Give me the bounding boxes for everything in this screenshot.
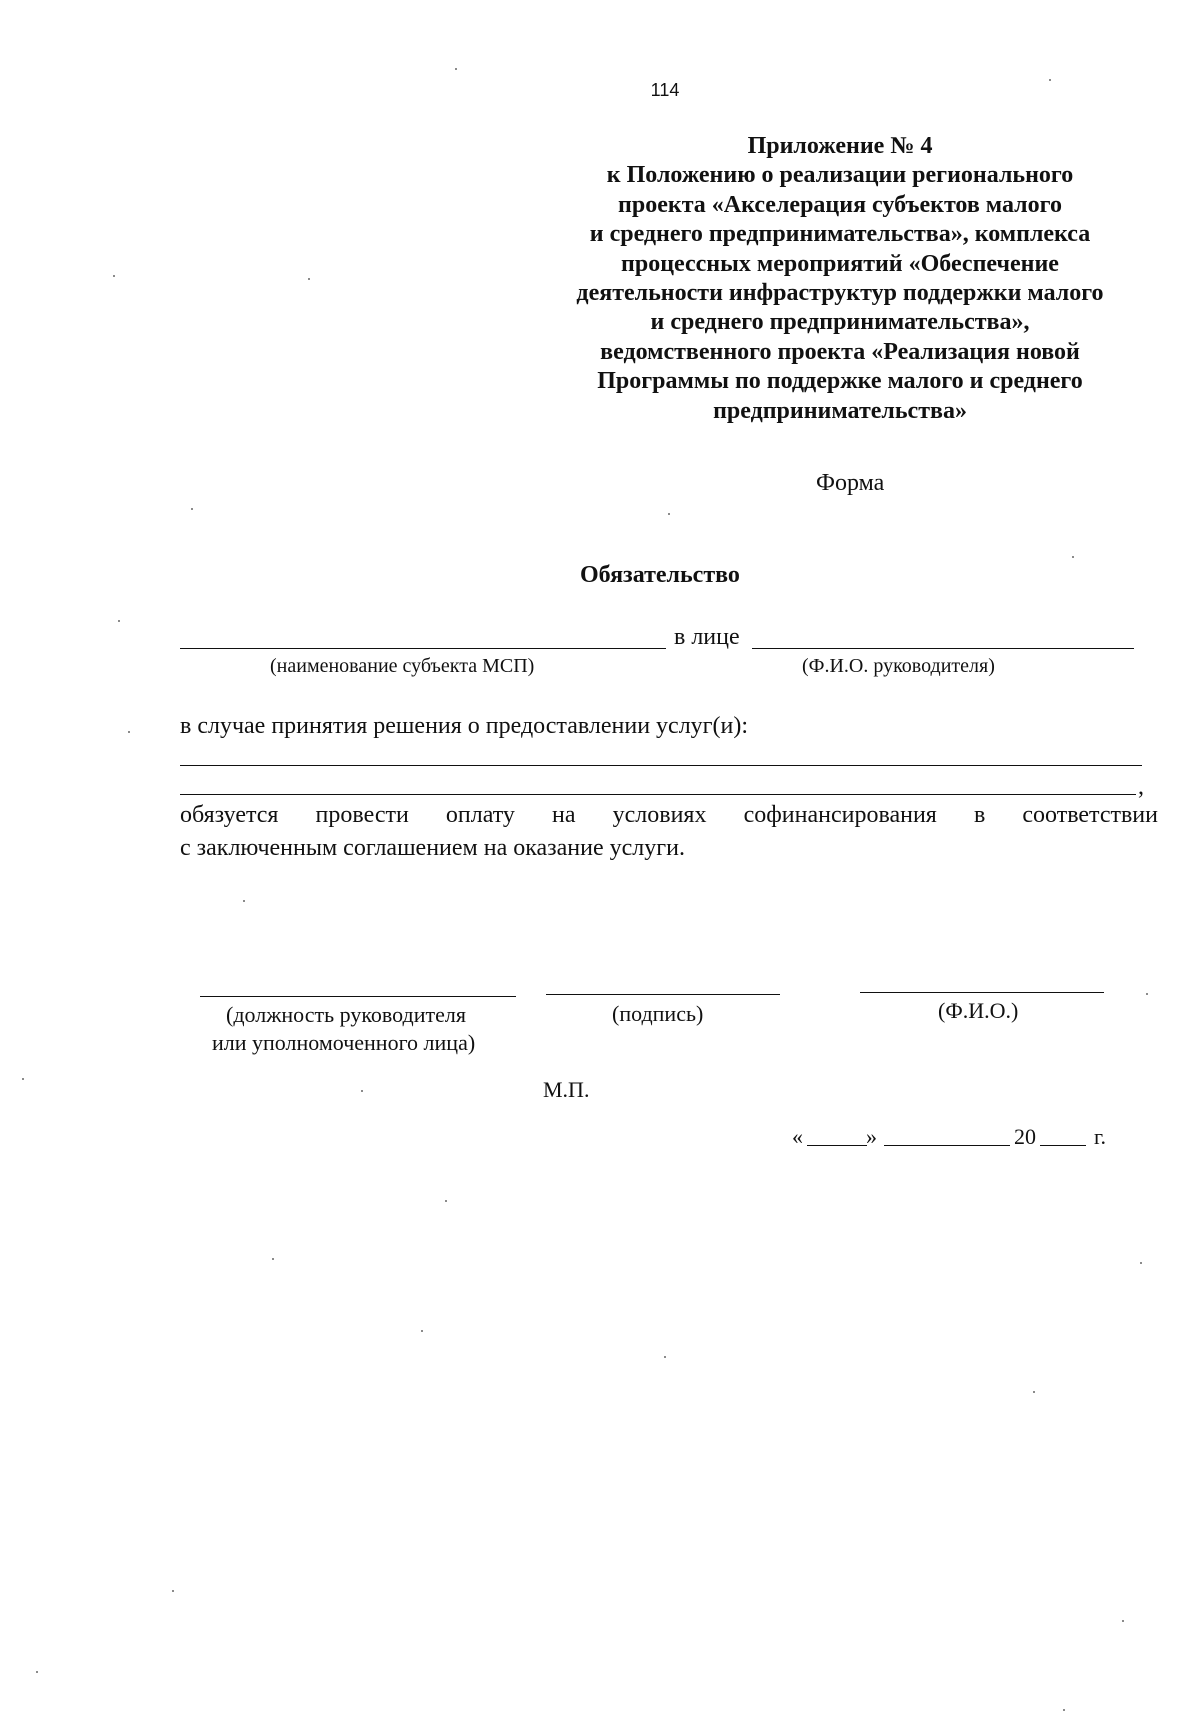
- position-caption: (должность руководителя: [226, 1002, 466, 1027]
- position-caption-2: или уполномоченного лица): [212, 1030, 476, 1055]
- services-blank-2[interactable]: [180, 794, 1136, 795]
- date-year-blank[interactable]: [1040, 1145, 1086, 1146]
- form-label: Форма: [816, 470, 885, 496]
- scan-speck: [1140, 1262, 1142, 1264]
- appendix-line: деятельности инфраструктур поддержки малого: [576, 280, 1104, 307]
- signature-blank[interactable]: [546, 994, 780, 995]
- seal-label: М.П.: [543, 1077, 590, 1102]
- scan-speck: [128, 731, 130, 733]
- scan-speck: [361, 1090, 363, 1092]
- scan-speck: [172, 1590, 174, 1592]
- appendix-line: Программы по поддержке малого и среднего: [597, 368, 1083, 395]
- scan-speck: [308, 278, 310, 280]
- position-blank[interactable]: [200, 996, 516, 997]
- head-caption: (Ф.И.О. руководителя): [802, 655, 995, 677]
- date-century: 20: [1014, 1124, 1036, 1149]
- scan-speck: [455, 68, 457, 70]
- full-name-caption: (Ф.И.О.): [938, 998, 1019, 1023]
- entity-name-blank[interactable]: [180, 648, 666, 649]
- scan-speck: [668, 513, 670, 515]
- scan-speck: [113, 275, 115, 277]
- date-open-quote: «: [792, 1124, 803, 1149]
- scan-speck: [118, 620, 120, 622]
- scan-speck: [1072, 556, 1074, 558]
- services-comma: ,: [1138, 774, 1144, 800]
- appendix-line: ведомственного проекта «Реализация новой: [600, 338, 1080, 365]
- in-person-label: в лице: [674, 624, 740, 650]
- head-name-blank[interactable]: [752, 648, 1134, 649]
- date-day-blank[interactable]: [807, 1145, 867, 1146]
- appendix-line: и среднего предпринимательства»,: [650, 309, 1030, 336]
- scan-speck: [421, 1330, 423, 1332]
- appendix-line: процессных мероприятий «Обеспечение: [621, 250, 1059, 277]
- scan-speck: [664, 1356, 666, 1358]
- obligation-line-2: с заключенным соглашением на оказание услуги.: [180, 835, 685, 861]
- appendix-line: к Положению о реализации регионального: [606, 162, 1074, 189]
- scan-speck: [22, 1078, 24, 1080]
- signature-caption: (подпись): [612, 1001, 704, 1026]
- appendix-line: предпринимательства»: [713, 397, 967, 424]
- services-intro: в случае принятия решения о предоставлении услуг(и):: [180, 713, 749, 739]
- date-year-suffix: г.: [1094, 1124, 1107, 1149]
- scan-speck: [1146, 993, 1148, 995]
- scan-speck: [191, 508, 193, 510]
- scan-speck: [272, 1258, 274, 1260]
- date-close-quote: »: [866, 1124, 877, 1149]
- date-month-blank[interactable]: [884, 1145, 1010, 1146]
- scan-speck: [445, 1200, 447, 1202]
- document-title: Обязательство: [580, 562, 740, 588]
- scan-speck: [243, 900, 245, 902]
- scan-speck: [1122, 1620, 1124, 1622]
- services-blank-1[interactable]: [180, 765, 1142, 766]
- scan-speck: [1033, 1391, 1035, 1393]
- scan-speck: [1049, 79, 1051, 81]
- obligation-line-1: обязуется провести оплату на условиях софинансирования в соответствии: [180, 802, 1158, 828]
- appendix-line: и среднего предпринимательства», комплекса: [589, 221, 1091, 248]
- entity-caption: (наименование субъекта МСП): [270, 655, 535, 677]
- full-name-blank[interactable]: [860, 992, 1104, 993]
- page-number: 114: [650, 80, 680, 100]
- appendix-line: проекта «Акселерация субъектов малого: [618, 191, 1062, 218]
- scan-speck: [36, 1671, 38, 1673]
- appendix-line: Приложение № 4: [747, 133, 933, 159]
- scan-speck: [1063, 1709, 1065, 1711]
- appendix-header: [540, 132, 1140, 426]
